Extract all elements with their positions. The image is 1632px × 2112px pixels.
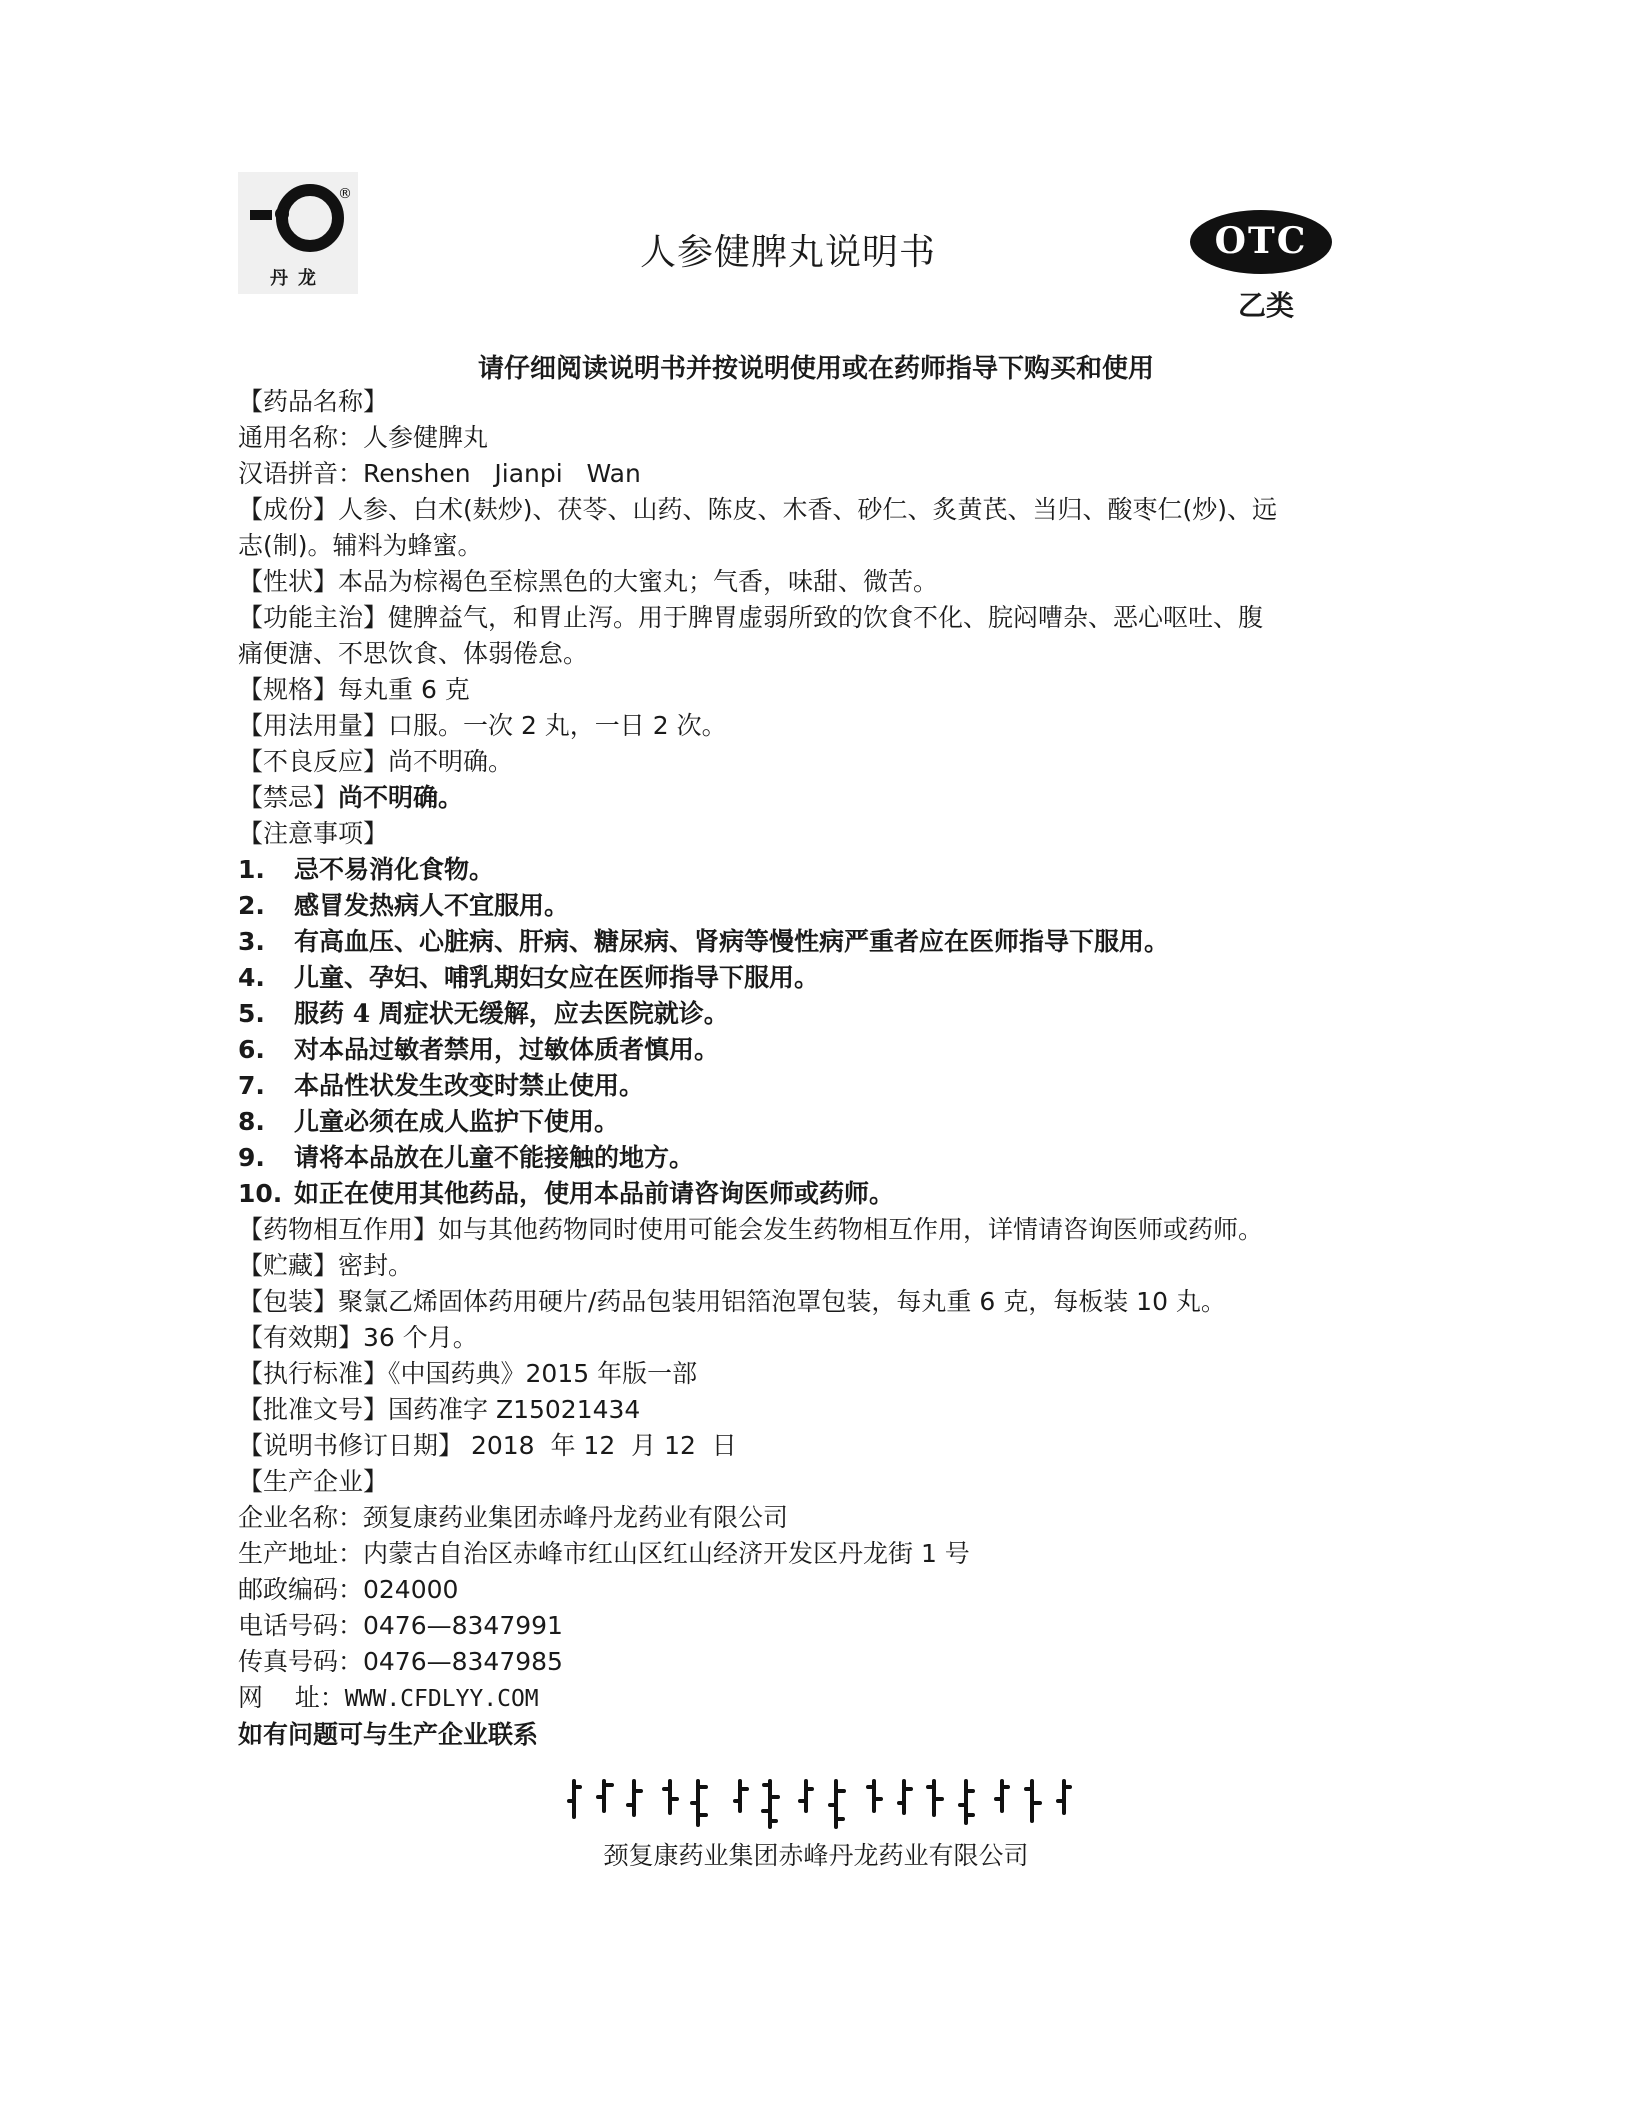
contact-note: 如有问题可与生产企业联系 bbox=[238, 1720, 539, 1749]
instructions-body bbox=[238, 384, 1388, 1753]
indications-line-2: 痛便溏、不思饮食、体弱倦怠。 bbox=[238, 639, 589, 668]
precautions-list bbox=[238, 852, 1388, 1212]
list-item bbox=[238, 1140, 1388, 1176]
revision-date: 【说明书修订日期】 2018 年 12 月 12 日 bbox=[238, 1431, 737, 1460]
contraindications-text: 尚不明确。 bbox=[338, 783, 464, 812]
list-item-number: 2. bbox=[238, 891, 265, 920]
execution-standard: 【执行标准】《中国药典》2015 年版一部 bbox=[238, 1359, 698, 1388]
contraindications-heading: 【禁忌】 bbox=[238, 783, 339, 812]
website-label: 网 址： bbox=[238, 1683, 345, 1712]
specification: 【规格】每丸重 6 克 bbox=[238, 675, 470, 704]
company-logo bbox=[238, 172, 358, 294]
validity-period: 【有效期】36 个月。 bbox=[238, 1323, 478, 1352]
list-item-text: 服药 4 周症状无缓解，应去医院就诊。 bbox=[294, 999, 729, 1028]
generic-name: 通用名称：人参健脾丸 bbox=[238, 423, 489, 452]
storage: 【贮藏】密封。 bbox=[238, 1251, 414, 1280]
list-item-number: 7. bbox=[238, 1071, 265, 1100]
contraindications bbox=[238, 780, 1388, 816]
list-item-number: 3. bbox=[238, 927, 265, 956]
logo-text: 丹龙 bbox=[270, 268, 326, 289]
drug-interactions: 【药物相互作用】如与其他药物同时使用可能会发生药物相互作用，详情请咨询医师或药师。 bbox=[238, 1215, 1264, 1244]
footer-company-name: 颈复康药业集团赤峰丹龙药业有限公司 bbox=[603, 1841, 1029, 1870]
otc-class: 乙类 bbox=[1238, 289, 1295, 322]
list-item bbox=[238, 1104, 1388, 1140]
company-name: 企业名称：颈复康药业集团赤峰丹龙药业有限公司 bbox=[238, 1503, 789, 1532]
otc-label: OTC bbox=[1214, 220, 1308, 262]
mongolian-script-company-name bbox=[566, 1775, 1076, 1831]
otc-badge bbox=[1190, 210, 1332, 274]
pinyin-name: 汉语拼音：Renshen Jianpi Wan bbox=[238, 459, 641, 488]
phone-number: 电话号码：0476—8347991 bbox=[238, 1611, 563, 1640]
website-url: WWW.CFDLYY.COM bbox=[344, 1686, 539, 1712]
list-item-text: 有高血压、心脏病、肝病、糖尿病、肾病等慢性病严重者应在医师指导下服用。 bbox=[294, 927, 1170, 956]
packaging: 【包装】聚氯乙烯固体药用硬片/药品包装用铝箔泡罩包装，每丸重 6 克，每板装 10 丸。 bbox=[238, 1287, 1226, 1316]
postcode: 邮政编码：024000 bbox=[238, 1575, 459, 1604]
manufacturer-heading: 【生产企业】 bbox=[238, 1467, 389, 1496]
list-item-text: 忌不易消化食物。 bbox=[294, 855, 495, 884]
list-item bbox=[238, 960, 1388, 996]
svg-text:®: ® bbox=[338, 186, 352, 202]
list-item-number: 6. bbox=[238, 1035, 265, 1064]
fax-number: 传真号码：0476—8347985 bbox=[238, 1647, 563, 1676]
list-item-number: 9. bbox=[238, 1143, 265, 1172]
list-item-text: 请将本品放在儿童不能接触的地方。 bbox=[294, 1143, 695, 1172]
drug-name-heading: 【药品名称】 bbox=[238, 387, 389, 416]
list-item-text: 对本品过敏者禁用，过敏体质者慎用。 bbox=[294, 1035, 720, 1064]
reading-warning: 请仔细阅读说明书并按说明使用或在药师指导下购买和使用 bbox=[477, 354, 1154, 384]
dosage: 【用法用量】口服。一次 2 丸，一日 2 次。 bbox=[238, 711, 727, 740]
list-item-number: 8. bbox=[238, 1107, 265, 1136]
production-address: 生产地址：内蒙古自治区赤峰市红山区红山经济开发区丹龙街 1 号 bbox=[238, 1539, 970, 1568]
appearance: 【性状】本品为棕褐色至棕黑色的大蜜丸；气香，味甜、微苦。 bbox=[238, 567, 939, 596]
list-item-text: 儿童、孕妇、哺乳期妇女应在医师指导下服用。 bbox=[294, 963, 820, 992]
list-item-text: 本品性状发生改变时禁止使用。 bbox=[294, 1071, 645, 1100]
list-item-text: 如正在使用其他药品，使用本品前请咨询医师或药师。 bbox=[294, 1179, 895, 1208]
list-item bbox=[238, 996, 1388, 1032]
list-item bbox=[238, 852, 1388, 888]
ingredients-line-2: 志(制)。辅料为蜂蜜。 bbox=[238, 531, 483, 560]
approval-number: 【批准文号】国药准字 Z15021434 bbox=[238, 1395, 641, 1424]
list-item-number: 1. bbox=[238, 855, 265, 884]
precautions-heading: 【注意事项】 bbox=[238, 819, 389, 848]
dragon-logo-icon bbox=[238, 172, 358, 272]
list-item-text: 感冒发热病人不宜服用。 bbox=[294, 891, 570, 920]
list-item bbox=[238, 1068, 1388, 1104]
website bbox=[238, 1680, 1388, 1717]
adverse-reactions: 【不良反应】尚不明确。 bbox=[238, 747, 514, 776]
list-item-text: 儿童必须在成人监护下使用。 bbox=[294, 1107, 620, 1136]
list-item-number: 4. bbox=[238, 963, 265, 992]
ingredients-line-1: 【成份】人参、白术(麸炒)、茯苓、山药、陈皮、木香、砂仁、炙黄芪、当归、酸枣仁(炒)、远 bbox=[238, 495, 1278, 524]
list-item-number: 10. bbox=[238, 1179, 283, 1208]
document-title: 人参健脾丸说明书 bbox=[640, 232, 937, 273]
list-item-number: 5. bbox=[238, 999, 265, 1028]
list-item bbox=[238, 1176, 1388, 1212]
list-item bbox=[238, 888, 1388, 924]
list-item bbox=[238, 1032, 1388, 1068]
indications-line-1: 【功能主治】健脾益气，和胃止泻。用于脾胃虚弱所致的饮食不化、脘闷嘈杂、恶心呕吐、腹 bbox=[238, 603, 1264, 632]
list-item bbox=[238, 924, 1388, 960]
